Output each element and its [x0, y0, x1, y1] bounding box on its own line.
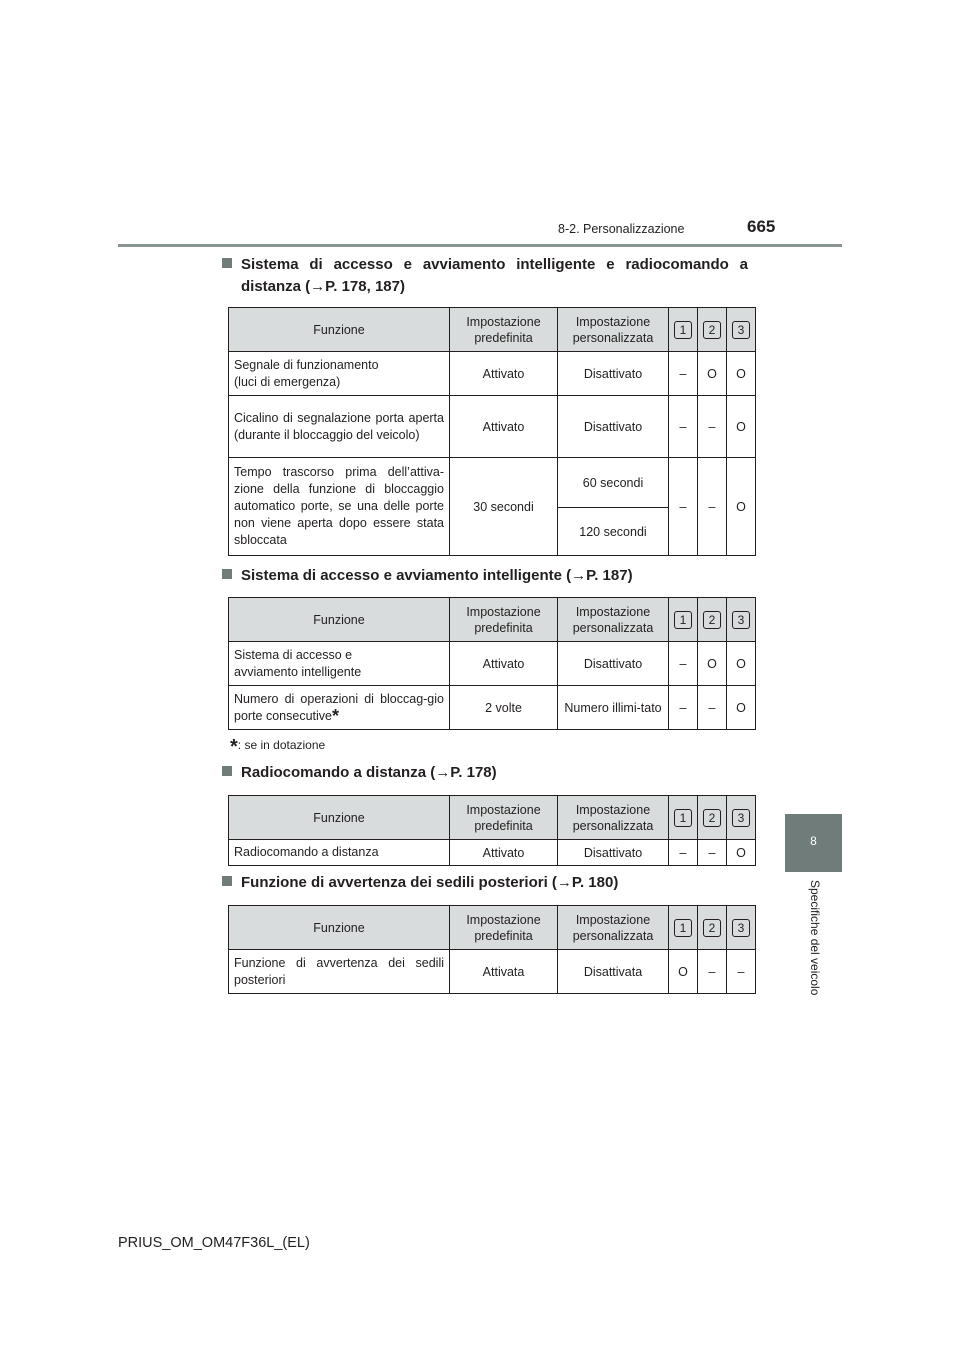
function-cell: Segnale di funzionamento (luci di emergenza)	[229, 352, 450, 396]
function-cell: Radiocomando a distanza	[229, 840, 450, 866]
mode-3-cell: –	[727, 950, 756, 994]
default-cell: Attivata	[450, 950, 558, 994]
column-header-function: Funzione	[229, 796, 450, 840]
section-heading: Sistema di accesso e avviamento intelligente (→P. 187)	[222, 565, 633, 587]
custom-cell: Disattivato	[558, 840, 669, 866]
column-header-custom: Impostazione personalizzata	[558, 598, 669, 642]
number-2-icon: 2	[703, 809, 721, 827]
number-2-icon: 2	[703, 611, 721, 629]
number-3-icon: 3	[732, 809, 750, 827]
number-1-icon: 1	[674, 809, 692, 827]
custom-cell: 60 secondi	[558, 458, 669, 508]
square-bullet-icon	[222, 569, 232, 579]
custom-cell: Disattivata	[558, 950, 669, 994]
column-header-default: Impostazione predefinita	[450, 598, 558, 642]
custom-cell: Disattivato	[558, 396, 669, 458]
mode-1-cell: –	[669, 458, 698, 556]
column-header-default: Impostazione predefinita	[450, 796, 558, 840]
default-cell: Attivato	[450, 840, 558, 866]
section-heading: Sistema di accesso e avviamento intelligente e radiocomando a distanza (→P. 178, 187)	[222, 254, 748, 298]
number-3-icon: 3	[732, 611, 750, 629]
mode-2-cell: –	[698, 840, 727, 866]
section-heading: Radiocomando a distanza (→P. 178)	[222, 762, 497, 784]
column-header-2	[698, 796, 727, 840]
number-2-icon: 2	[703, 321, 721, 339]
column-header-1	[669, 906, 698, 950]
table-header-row	[229, 598, 756, 642]
function-cell: Funzione di avvertenza dei sedili posteriori	[229, 950, 450, 994]
custom-cell: Disattivato	[558, 642, 669, 686]
page-number: 665	[747, 217, 776, 236]
column-header-custom: Impostazione personalizzata	[558, 796, 669, 840]
mode-3-cell: O	[727, 840, 756, 866]
column-header-3	[727, 308, 756, 352]
mode-1-cell: –	[669, 396, 698, 458]
footnote: *: se in dotazione	[230, 736, 326, 758]
table-row	[229, 950, 756, 994]
square-bullet-icon	[222, 258, 232, 268]
table-row	[229, 396, 756, 458]
chapter-number: 8	[810, 834, 817, 848]
column-header-1	[669, 598, 698, 642]
column-header-2	[698, 308, 727, 352]
column-header-function: Funzione	[229, 906, 450, 950]
function-cell: Tempo trascorso prima dell’attiva-zione della funzione di bloccaggio automatico porte, se una delle porte non viene aperta dopo essere stata sbloccata	[229, 458, 450, 556]
column-header-3	[727, 598, 756, 642]
settings-table	[228, 905, 756, 994]
header-divider	[118, 244, 842, 247]
chapter-tab	[785, 814, 842, 872]
mode-3-cell: O	[727, 352, 756, 396]
function-cell: Sistema di accesso e avviamento intelligente	[229, 642, 450, 686]
column-header-function: Funzione	[229, 598, 450, 642]
section-title: 8-2. Personalizzazione	[558, 222, 685, 236]
table-row	[229, 458, 756, 508]
mode-1-cell: –	[669, 352, 698, 396]
section-heading: Funzione di avvertenza dei sedili posteriori (→P. 180)	[222, 872, 618, 894]
column-header-default: Impostazione predefinita	[450, 906, 558, 950]
table-row	[229, 840, 756, 866]
number-3-icon: 3	[732, 321, 750, 339]
column-header-2	[698, 906, 727, 950]
footnote-star: *	[230, 736, 238, 758]
number-1-icon: 1	[674, 611, 692, 629]
document-code: PRIUS_OM_OM47F36L_(EL)	[118, 1235, 310, 1251]
number-2-icon: 2	[703, 919, 721, 937]
settings-table	[228, 597, 756, 730]
function-cell: Numero di operazioni di bloccag-gio porte consecutive*	[229, 686, 450, 730]
table-row	[229, 352, 756, 396]
column-header-1	[669, 308, 698, 352]
table-row	[229, 642, 756, 686]
custom-cell: Numero illimi-tato	[558, 686, 669, 730]
mode-2-cell: –	[698, 950, 727, 994]
settings-table	[228, 307, 756, 556]
column-header-1	[669, 796, 698, 840]
mode-3-cell: O	[727, 396, 756, 458]
mode-3-cell: O	[727, 686, 756, 730]
mode-2-cell: O	[698, 352, 727, 396]
number-1-icon: 1	[674, 321, 692, 339]
mode-2-cell: –	[698, 686, 727, 730]
table-header-row	[229, 796, 756, 840]
default-cell: Attivato	[450, 642, 558, 686]
settings-table	[228, 795, 756, 866]
column-header-custom: Impostazione personalizzata	[558, 906, 669, 950]
default-cell: 30 secondi	[450, 458, 558, 556]
mode-2-cell: –	[698, 396, 727, 458]
number-3-icon: 3	[732, 919, 750, 937]
mode-1-cell: –	[669, 840, 698, 866]
square-bullet-icon	[222, 766, 232, 776]
number-1-icon: 1	[674, 919, 692, 937]
footnote-marker: *	[331, 705, 339, 726]
column-header-3	[727, 906, 756, 950]
mode-3-cell: O	[727, 458, 756, 556]
table-header-row	[229, 308, 756, 352]
default-cell: Attivato	[450, 396, 558, 458]
default-cell: Attivato	[450, 352, 558, 396]
square-bullet-icon	[222, 876, 232, 886]
custom-cell: 120 secondi	[558, 508, 669, 556]
custom-cell: Disattivato	[558, 352, 669, 396]
column-header-3	[727, 796, 756, 840]
column-header-function: Funzione	[229, 308, 450, 352]
mode-3-cell: O	[727, 642, 756, 686]
table-row	[229, 686, 756, 730]
mode-1-cell: –	[669, 642, 698, 686]
column-header-2	[698, 598, 727, 642]
column-header-custom: Impostazione personalizzata	[558, 308, 669, 352]
mode-2-cell: O	[698, 642, 727, 686]
chapter-title: Specifiche del veicolo	[808, 880, 822, 996]
table-header-row	[229, 906, 756, 950]
mode-2-cell: –	[698, 458, 727, 556]
mode-1-cell: O	[669, 950, 698, 994]
default-cell: 2 volte	[450, 686, 558, 730]
mode-1-cell: –	[669, 686, 698, 730]
function-cell: Cicalino di segnalazione porta aperta (durante il bloccaggio del veicolo)	[229, 396, 450, 458]
column-header-default: Impostazione predefinita	[450, 308, 558, 352]
